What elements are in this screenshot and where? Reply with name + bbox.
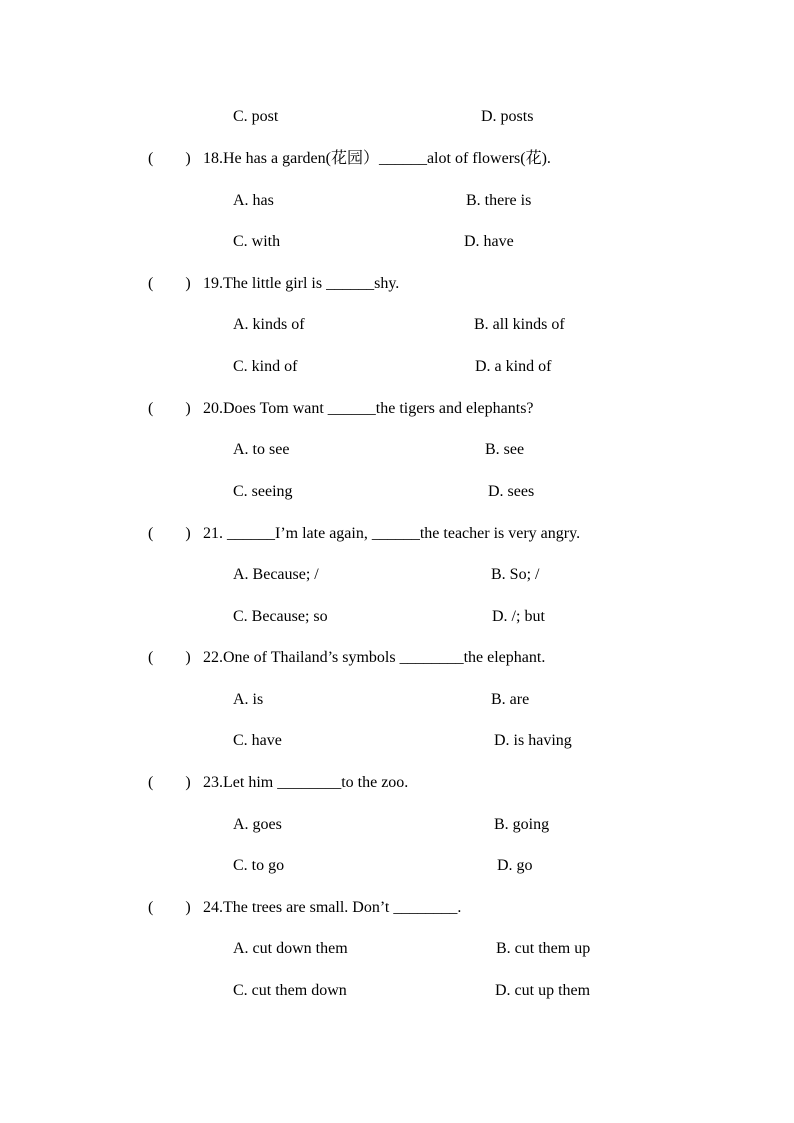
option-a: A. has	[233, 192, 274, 209]
question-stem: 18.He has a garden(花园）______alot of flowers(花).	[203, 150, 551, 167]
option-b: B. there is	[466, 192, 532, 209]
option-a: A. Because; /	[233, 566, 319, 583]
question-stem: 24.The trees are small. Don’t ________.	[203, 899, 462, 916]
option-c: C. to go	[233, 857, 285, 874]
option-d: D. have	[464, 233, 514, 250]
answer-blank-paren: ( )	[148, 400, 191, 417]
option-a: A. to see	[233, 441, 290, 458]
answer-blank-paren: ( )	[148, 774, 191, 791]
question-stem: 21. ______I’m late again, ______the teacher is very angry.	[203, 525, 581, 542]
option-c: C. kind of	[233, 358, 298, 375]
answer-blank-paren: ( )	[148, 649, 191, 666]
option-d: D. /; but	[492, 608, 545, 625]
option-b: B. all kinds of	[474, 316, 565, 333]
answer-blank-paren: ( )	[148, 899, 191, 916]
question-stem: 20.Does Tom want ______the tigers and elephants?	[203, 400, 534, 417]
question-stem: 19.The little girl is ______shy.	[203, 275, 400, 292]
question-stem: 22.One of Thailand’s symbols ________the elephant.	[203, 649, 546, 666]
option-c: C. Because; so	[233, 608, 328, 625]
option-d: D. a kind of	[475, 358, 552, 375]
option-b: B. So; /	[491, 566, 540, 583]
answer-blank-paren: ( )	[148, 525, 191, 542]
option-d: D. cut up them	[495, 982, 591, 999]
answer-blank-paren: ( )	[148, 150, 191, 167]
option-c: C. post	[233, 108, 279, 125]
option-c: C. have	[233, 732, 282, 749]
option-b: B. going	[494, 816, 550, 833]
option-d: D. posts	[481, 108, 534, 125]
option-a: A. cut down them	[233, 940, 348, 957]
question-stem: 23.Let him ________to the zoo.	[203, 774, 409, 791]
option-b: B. see	[485, 441, 525, 458]
option-d: D. is having	[494, 732, 572, 749]
answer-blank-paren: ( )	[148, 275, 191, 292]
option-b: B. are	[491, 691, 530, 708]
option-a: A. is	[233, 691, 264, 708]
option-d: D. go	[497, 857, 533, 874]
option-c: C. seeing	[233, 483, 293, 500]
option-c: C. with	[233, 233, 281, 250]
option-a: A. kinds of	[233, 316, 305, 333]
option-b: B. cut them up	[496, 940, 591, 957]
option-d: D. sees	[488, 483, 535, 500]
option-a: A. goes	[233, 816, 282, 833]
option-c: C. cut them down	[233, 982, 347, 999]
